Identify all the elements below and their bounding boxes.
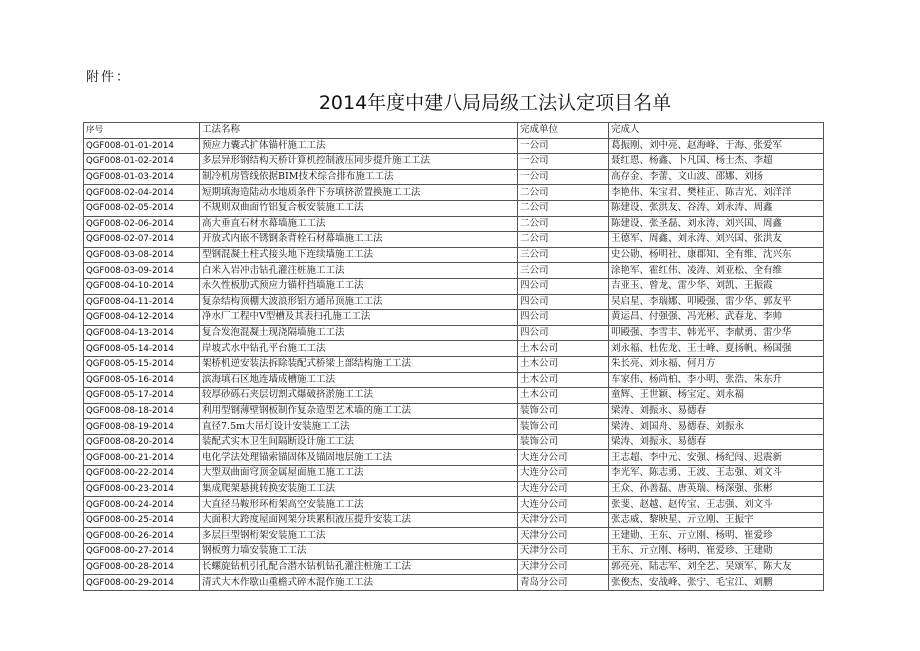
cell-persons: 王志超、李中元、安强、杨纪闯、迟震新 xyxy=(609,450,824,466)
cell-persons: 梁涛、刘振永、易德春 xyxy=(609,434,824,450)
cell-unit: 大连分公司 xyxy=(518,466,609,482)
cell-method-name: 多层异形钢结构天桥计算机控制液压同步提升施工工法 xyxy=(200,154,518,170)
table-row xyxy=(84,154,824,170)
cell-unit: 天津分公司 xyxy=(518,559,609,575)
cell-persons: 叩殿强、李雪丰、韩光平、李献勇、雷少华 xyxy=(609,325,824,341)
table-row xyxy=(84,200,824,216)
table-row xyxy=(84,575,824,591)
cell-serial: QGF008-08-18-2014 xyxy=(84,403,200,419)
cell-persons: 王东、亓立刚、杨明、崔爱珍、王建勋 xyxy=(609,544,824,560)
table-row xyxy=(84,138,824,154)
header-unit: 完成单位 xyxy=(518,123,609,139)
cell-serial: QGF008-00-26-2014 xyxy=(84,528,200,544)
header-method-name: 工法名称 xyxy=(200,123,518,139)
cell-serial: QGF008-00-29-2014 xyxy=(84,575,200,591)
cell-persons: 车家伟、杨尚柏、李小明、张浩、朱东升 xyxy=(609,372,824,388)
cell-persons: 朱长亮、刘永福、何月方 xyxy=(609,356,824,372)
cell-serial: QGF008-03-09-2014 xyxy=(84,263,200,279)
cell-unit: 青岛分公司 xyxy=(518,575,609,591)
cell-unit: 大连分公司 xyxy=(518,497,609,513)
table-row xyxy=(84,294,824,310)
cell-persons: 涂艳军、霍红伟、凌涛、刘亚松、全有维 xyxy=(609,263,824,279)
cell-serial: QGF008-00-28-2014 xyxy=(84,559,200,575)
table-body xyxy=(84,138,824,590)
header-serial: 序号 xyxy=(84,123,200,139)
cell-persons: 李光军、陈志勇、王波、王志强、刘文斗 xyxy=(609,466,824,482)
cell-unit: 天津分公司 xyxy=(518,528,609,544)
cell-method-name: 集成爬架悬挑转换安装施工工法 xyxy=(200,481,518,497)
cell-serial: QGF008-05-14-2014 xyxy=(84,341,200,357)
cell-persons: 聂红恩、杨鑫、卜凡国、杨士杰、李超 xyxy=(609,154,824,170)
cell-unit: 装饰公司 xyxy=(518,403,609,419)
cell-serial: QGF008-04-11-2014 xyxy=(84,294,200,310)
table-row xyxy=(84,356,824,372)
table-row xyxy=(84,512,824,528)
table-row xyxy=(84,216,824,232)
cell-unit: 大连分公司 xyxy=(518,450,609,466)
cell-unit: 三公司 xyxy=(518,263,609,279)
cell-unit: 天津分公司 xyxy=(518,512,609,528)
cell-serial: QGF008-01-03-2014 xyxy=(84,169,200,185)
cell-persons: 张俊杰、安战峰、张宁、毛宝江、刘鹏 xyxy=(609,575,824,591)
cell-persons: 梁涛、刘振永、易德春 xyxy=(609,403,824,419)
cell-serial: QGF008-02-04-2014 xyxy=(84,185,200,201)
cell-method-name: 滨海填石区地连墙成槽施工工法 xyxy=(200,372,518,388)
cell-persons: 黄运昌、付强强、冯光彬、武春龙、李帅 xyxy=(609,310,824,326)
cell-persons: 童辉、王世颖、杨宝定、刘永福 xyxy=(609,388,824,404)
cell-serial: QGF008-08-20-2014 xyxy=(84,434,200,450)
cell-serial: QGF008-05-17-2014 xyxy=(84,388,200,404)
table-row xyxy=(84,403,824,419)
cell-method-name: 复杂结构顶棚大波浪形铝方通吊顶施工工法 xyxy=(200,294,518,310)
table-row xyxy=(84,450,824,466)
table-row xyxy=(84,263,824,279)
header-persons: 完成人 xyxy=(609,123,824,139)
cell-method-name: 长螺旋钻机引孔配合潜水钻机钻孔灌注桩施工工法 xyxy=(200,559,518,575)
cell-method-name: 不规则双曲面竹铝复合板安装施工工法 xyxy=(200,200,518,216)
cell-persons: 王建勋、王东、亓立刚、杨明、崔爱珍 xyxy=(609,528,824,544)
cell-persons: 李艳伟、朱宝君、樊桂正、陈吉光、刘洋洋 xyxy=(609,185,824,201)
cell-method-name: 制冷机房管线依据BIM技术综合排布施工工法 xyxy=(200,169,518,185)
cell-persons: 张斐、赵越、赵传宝、王志强、刘文斗 xyxy=(609,497,824,513)
table-row xyxy=(84,497,824,513)
table-row xyxy=(84,325,824,341)
cell-serial: QGF008-02-07-2014 xyxy=(84,232,200,248)
cell-persons: 王德军、周鑫、刘永涛、刘兴国、张洪友 xyxy=(609,232,824,248)
cell-unit: 二公司 xyxy=(518,232,609,248)
table-row xyxy=(84,232,824,248)
page-title: 2014年度中建八局局级工法认定项目名单 xyxy=(318,92,672,114)
cell-method-name: 型钢混凝土柱式接头地下连续墙施工工法 xyxy=(200,247,518,263)
table-row xyxy=(84,466,824,482)
table-row xyxy=(84,310,824,326)
cell-unit: 大连分公司 xyxy=(518,481,609,497)
cell-method-name: 架桥机逆安装法拆除装配式桥梁上部结构施工工法 xyxy=(200,356,518,372)
table-row xyxy=(84,185,824,201)
cell-unit: 四公司 xyxy=(518,325,609,341)
table-row xyxy=(84,372,824,388)
cell-unit: 四公司 xyxy=(518,278,609,294)
table-row xyxy=(84,481,824,497)
cell-unit: 装饰公司 xyxy=(518,434,609,450)
cell-persons: 刘永福、杜佐龙、王士峰、夏扬帆、杨国强 xyxy=(609,341,824,357)
cell-serial: QGF008-04-10-2014 xyxy=(84,278,200,294)
cell-persons: 吉亚玉、曾龙、雷少华、刘凯、王振霞 xyxy=(609,278,824,294)
table-row xyxy=(84,434,824,450)
cell-persons: 高存金、李蕾、文山波、邵娜、刘扬 xyxy=(609,169,824,185)
cell-serial: QGF008-00-25-2014 xyxy=(84,512,200,528)
cell-method-name: 利用型钢薄壁钢板制作复杂造型艺术墙的施工工法 xyxy=(200,403,518,419)
cell-method-name: 大型双曲面穹顶金属屋面施工施工工法 xyxy=(200,466,518,482)
cell-serial: QGF008-00-27-2014 xyxy=(84,544,200,560)
table-row xyxy=(84,388,824,404)
cell-unit: 四公司 xyxy=(518,294,609,310)
cell-method-name: 短期填海造陆动水地质条件下夯填挤淤置换施工工法 xyxy=(200,185,518,201)
cell-unit: 土木公司 xyxy=(518,388,609,404)
cell-method-name: 较厚砂砾石夹层切割式爆破挤淤施工工法 xyxy=(200,388,518,404)
cell-persons: 陈建设、张圣磊、刘永涛、刘兴国、周鑫 xyxy=(609,216,824,232)
cell-serial: QGF008-08-19-2014 xyxy=(84,419,200,435)
cell-method-name: 清式大木作歇山重檐式碎木混作施工工法 xyxy=(200,575,518,591)
cell-method-name: 装配式实木卫生间隔断设计施工工法 xyxy=(200,434,518,450)
cell-method-name: 大直径马鞍形环桁架高空安装施工工法 xyxy=(200,497,518,513)
cell-unit: 土木公司 xyxy=(518,341,609,357)
cell-unit: 一公司 xyxy=(518,154,609,170)
cell-unit: 二公司 xyxy=(518,185,609,201)
cell-serial: QGF008-00-24-2014 xyxy=(84,497,200,513)
cell-method-name: 开放式内嵌不锈钢条背栓石材幕墙施工工法 xyxy=(200,232,518,248)
table-row xyxy=(84,341,824,357)
cell-method-name: 电化学法处理锚索锚固体及锚固地层施工工法 xyxy=(200,450,518,466)
cell-method-name: 预应力囊式扩体锚杆施工工法 xyxy=(200,138,518,154)
cell-unit: 天津分公司 xyxy=(518,544,609,560)
cell-unit: 装饰公司 xyxy=(518,419,609,435)
cell-unit: 二公司 xyxy=(518,200,609,216)
cell-unit: 四公司 xyxy=(518,310,609,326)
cell-serial: QGF008-04-13-2014 xyxy=(84,325,200,341)
cell-serial: QGF008-05-15-2014 xyxy=(84,356,200,372)
cell-serial: QGF008-02-06-2014 xyxy=(84,216,200,232)
cell-method-name: 直径7.5m大吊灯设计安装施工工法 xyxy=(200,419,518,435)
table-row xyxy=(84,247,824,263)
cell-serial: QGF008-01-02-2014 xyxy=(84,154,200,170)
cell-unit: 土木公司 xyxy=(518,356,609,372)
cell-unit: 二公司 xyxy=(518,216,609,232)
project-table xyxy=(83,122,824,591)
cell-method-name: 白米入岩冲击钻孔灌注桩施工工法 xyxy=(200,263,518,279)
table-row xyxy=(84,419,824,435)
cell-method-name: 钢板剪力墙安装施工工法 xyxy=(200,544,518,560)
cell-persons: 陈建设、张洪友、谷涛、刘永涛、周鑫 xyxy=(609,200,824,216)
cell-serial: QGF008-01-01-2014 xyxy=(84,138,200,154)
cell-unit: 三公司 xyxy=(518,247,609,263)
cell-persons: 王众、孙善磊、唐英瑞、杨深强、张彬 xyxy=(609,481,824,497)
cell-method-name: 高大垂直石材水幕墙施工工法 xyxy=(200,216,518,232)
cell-method-name: 永久性板肋式预应力锚杆挡墙施工工法 xyxy=(200,278,518,294)
cell-unit: 一公司 xyxy=(518,169,609,185)
table-row xyxy=(84,169,824,185)
cell-serial: QGF008-04-12-2014 xyxy=(84,310,200,326)
cell-persons: 史公勋、杨明社、康郡知、全有维、沈兴东 xyxy=(609,247,824,263)
cell-serial: QGF008-02-05-2014 xyxy=(84,200,200,216)
cell-persons: 葛振刚、刘中亮、赵海峰、于海、张爱军 xyxy=(609,138,824,154)
cell-unit: 土木公司 xyxy=(518,372,609,388)
table-row xyxy=(84,559,824,575)
cell-unit: 一公司 xyxy=(518,138,609,154)
cell-serial: QGF008-00-21-2014 xyxy=(84,450,200,466)
cell-serial: QGF008-03-08-2014 xyxy=(84,247,200,263)
cell-serial: QGF008-05-16-2014 xyxy=(84,372,200,388)
attachment-label: 附件： xyxy=(86,70,132,85)
table-row xyxy=(84,544,824,560)
cell-method-name: 大面积大跨度屋面网架分块累积液压提升安装工法 xyxy=(200,512,518,528)
cell-method-name: 净水厂工程中V型槽及其表扫孔施工工法 xyxy=(200,310,518,326)
cell-method-name: 复合发泡混凝土现浇隔墙施工工法 xyxy=(200,325,518,341)
table-header-row xyxy=(84,123,824,139)
cell-persons: 张志威、黎映星、亓立刚、王振宇 xyxy=(609,512,824,528)
cell-method-name: 多层巨型钢桁架安装施工工法 xyxy=(200,528,518,544)
cell-persons: 郭亮亮、陆志军、刘全艺、吴颂军、陈大友 xyxy=(609,559,824,575)
cell-serial: QGF008-00-22-2014 xyxy=(84,466,200,482)
cell-method-name: 岸坡式水中钻孔平台施工工法 xyxy=(200,341,518,357)
cell-serial: QGF008-00-23-2014 xyxy=(84,481,200,497)
cell-persons: 梁涛、刘国舟、易德春、刘振永 xyxy=(609,419,824,435)
table-row xyxy=(84,528,824,544)
cell-persons: 吴启星、李瑞娜、叩殿强、雷少华、郭友平 xyxy=(609,294,824,310)
table-row xyxy=(84,278,824,294)
